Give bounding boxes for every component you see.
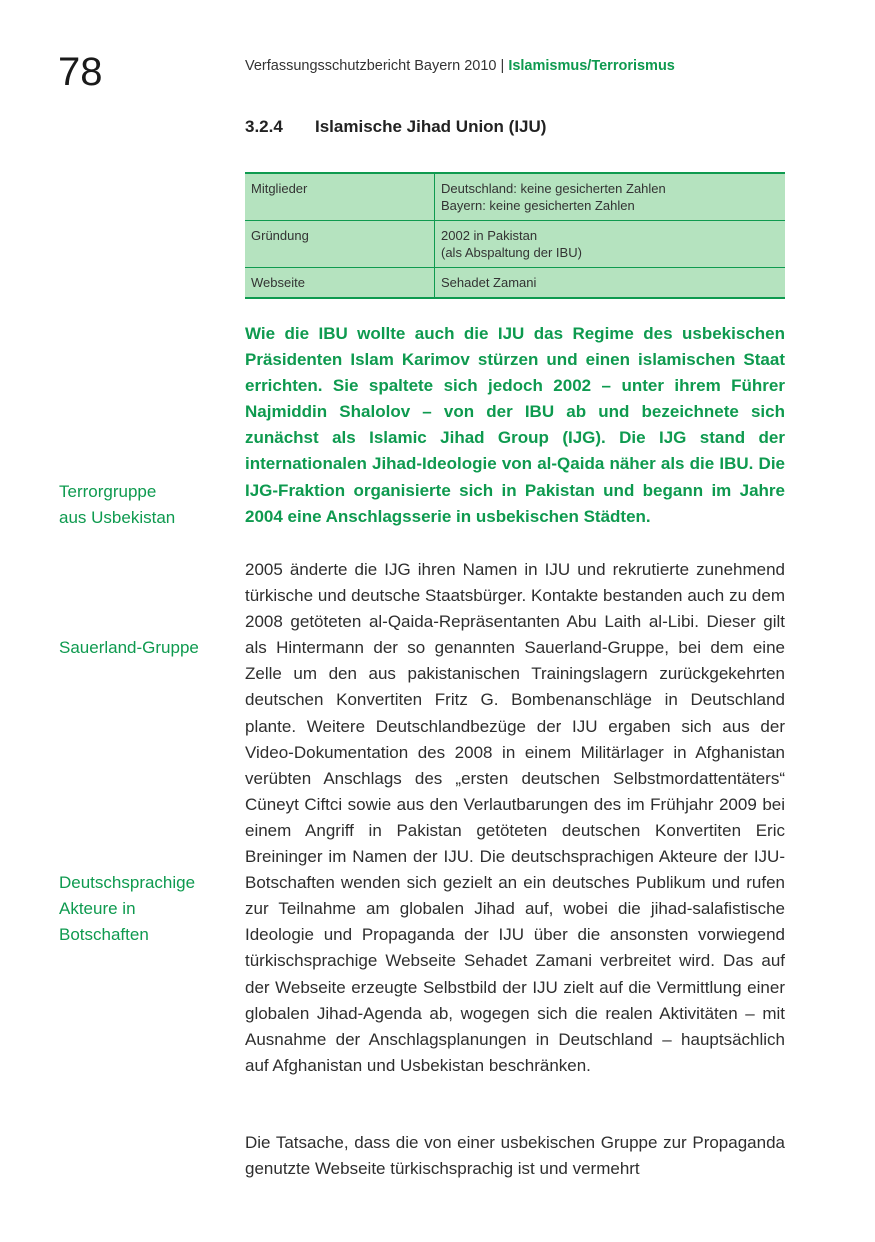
- margin-note-line: Akteure in: [59, 899, 136, 918]
- running-header: [245, 58, 675, 74]
- margin-note-line: Sauerland-Gruppe: [59, 638, 199, 657]
- margin-note-line: aus Usbekistan: [59, 508, 176, 527]
- value-line: 2002 in Pakistan: [441, 228, 538, 243]
- margin-note-line: Botschaften: [59, 925, 149, 944]
- row-value: [435, 268, 786, 299]
- table-row: [245, 268, 785, 299]
- margin-note-terrorgruppe: [59, 479, 234, 531]
- margin-note-line: Deutschsprachige: [59, 873, 196, 892]
- value-line: (als Abspaltung der IBU): [441, 245, 582, 260]
- fact-table: [245, 172, 785, 299]
- margin-note-deutschsprachige: [59, 870, 234, 948]
- body-paragraph: 2005 änderte die IJG ihren Namen in IJU und rekrutierte zunehmend türkische und deutsche Staatsbürger. Kontakte bestanden auch zu dem 2008 getöteten al-Qaida-Repräsentanten Abu Laith al-Libi. Dieser gilt als Hintermann der so genannten Sauerland-Gruppe, bei dem eine Zelle um den aus pakistanischen Trainingslagern zurückgekehrten deutschen Konvertiten Fritz G. Bombenanschläge in Deutschland plante. Weitere Deutschlandbezüge der IJU ergaben sich aus der Video-Dokumentation des 2008 in einem Militärlager in Afghanistan verübten Anschlags des „ersten deutschen Selbstmordattentäters“ Cüneyt Ciftci sowie aus den Verlautbarungen des im Frühjahr 2009 bei einem Angriff in Pakistan getöteten deutschen Konvertiten Eric Breininger im Namen der IJU. Die deutschsprachigen Akteure der IJU-Botschaften wenden sich gezielt an ein deutsches Publikum und rufen zur Teilnahme am globalen Jihad auf, wobei die jihad-salafistische Ideologie und Propaganda der IJU über die ansonsten vorwiegend türkischsprachige Webseite Sehadet Zamani verbreitet wird. Das auf der Webseite erzeugte Selbstbild der IJU zielt auf die Vermittlung einer globalen Jihad-Agenda ab, wogegen sich die realen Aktivitäten – mit Ausnahme der Anschlagsplanungen in Deutschland – hauptsächlich auf Afghanistan und Usbekistan beschränken.: [245, 560, 785, 1075]
- row-label: Mitglieder: [245, 173, 435, 221]
- row-label: Gründung: [245, 221, 435, 268]
- page-number: 78: [58, 50, 103, 94]
- value-line: Sehadet Zamani: [441, 275, 537, 290]
- publication-title: Verfassungsschutzbericht Bayern 2010 |: [245, 58, 505, 74]
- margin-note-sauerland: [59, 635, 234, 661]
- section-title: Islamische Jihad Union (IJU): [315, 117, 547, 136]
- lead-paragraph: Wie die IBU wollte auch die IJU das Regime des usbekischen Präsidenten Islam Karimov stürzen und einen islamischen Staat errichten. Sie spaltete sich jedoch 2002 – unter ihrem Führer Najmiddin Shalolov – von der IBU ab und bezeichnete sich zunächst als Islamic Jihad Group (IJG). Die IJG stand der internationalen Jihad-Ideologie von al-Qaida näher als die IBU. Die IJG-Fraktion organisierte sich in Pakistan und begann im Jahre 2004 eine Anschlagsserie in usbekischen Städten.: [245, 324, 785, 526]
- row-value: [435, 173, 786, 221]
- value-line: Bayern: keine gesicherten Zahlen: [441, 198, 635, 213]
- section-heading: [245, 117, 546, 137]
- margin-note-line: Terrorgruppe: [59, 482, 157, 501]
- table-row: [245, 173, 785, 221]
- table-row: [245, 221, 785, 268]
- chapter-title: Islamismus/Terrorismus: [508, 58, 675, 74]
- value-line: Deutschland: keine gesicherten Zahlen: [441, 181, 666, 196]
- body-paragraph: Die Tatsache, dass die von einer usbekischen Gruppe zur Propaganda genutzte Webseite türkischsprachig ist und vermehrt: [245, 1133, 785, 1179]
- row-value: [435, 221, 786, 268]
- section-number: 3.2.4: [245, 117, 283, 136]
- row-label: Webseite: [245, 268, 435, 299]
